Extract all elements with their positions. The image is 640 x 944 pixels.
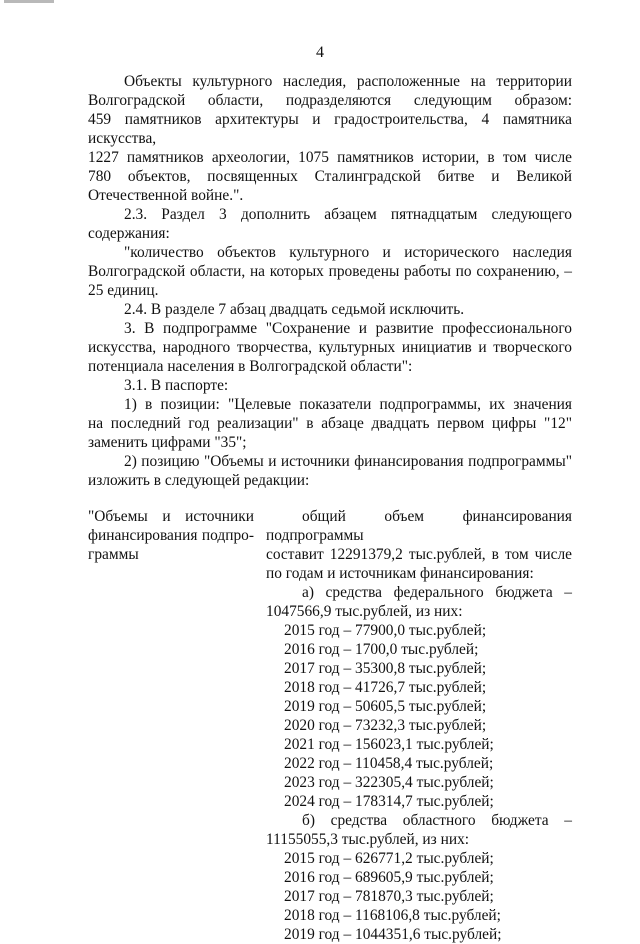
paragraph: 3.1. В паспорте:: [124, 377, 229, 394]
paragraph: 1) в позиции: "Целевые показатели подпрограммы, их значения: [124, 396, 572, 413]
paragraph: Волгоградской области, подразделяются следующим образом:: [88, 92, 572, 109]
year-line: 2023 год – 322305,4 тыс.рублей;: [284, 774, 494, 791]
paragraph: Отечественной войне.".: [88, 187, 244, 204]
paragraph: содержания:: [88, 225, 170, 242]
paragraph: 459 памятников архитектуры и градостроительства, 4 памятника искусства,: [88, 111, 572, 147]
paragraph: 1227 памятников археологии, 1075 памятников истории, в том числе: [88, 149, 572, 166]
table-text: общий объем финансирования подпрограммы: [266, 508, 572, 544]
paragraph: потенциала населения в Волгоградской области":: [88, 358, 413, 375]
year-line: 2018 год – 1168106,8 тыс.рублей;: [284, 907, 501, 924]
paragraph: заменить цифрами "35";: [88, 434, 247, 451]
table-right-column: [266, 507, 572, 944]
year-line: 2020 год – 73232,3 тыс.рублей;: [284, 717, 487, 734]
year-line: 2016 год – 689605,9 тыс.рублей;: [284, 869, 494, 886]
table-text: по годам и источникам финансирования:: [266, 565, 534, 582]
year-line: 2016 год – 1700,0 тыс.рублей;: [284, 641, 479, 658]
year-line: 2022 год – 110458,4 тыс.рублей;: [284, 755, 494, 772]
paragraph: 2) позицию "Объемы и источники финансирования подпрограммы": [124, 453, 572, 470]
document-body: [88, 72, 572, 944]
table-label: граммы: [88, 546, 139, 563]
year-line: 2019 год – 50605,5 тыс.рублей;: [284, 698, 487, 715]
table-label: "Объемы и источники: [88, 508, 254, 525]
year-line: 2017 год – 781870,3 тыс.рублей;: [284, 888, 494, 905]
table-text: 11155055,3 тыс.рублей, из них:: [266, 831, 470, 848]
paragraph: 25 единиц.: [88, 282, 159, 299]
spacer: [88, 490, 572, 507]
paragraph: на последний год реализации" в абзаце двадцать первом цифры "12": [88, 415, 572, 432]
year-line: 2018 год – 41726,7 тыс.рублей;: [284, 679, 487, 696]
year-line: 2019 год – 1044351,6 тыс.рублей;: [284, 926, 502, 943]
paragraph: Объекты культурного наследия, расположенные на территории: [124, 73, 572, 90]
page-number: 4: [316, 44, 324, 61]
table-text: б) средства областного бюджета –: [302, 812, 572, 829]
table-label: финансирования подпро-: [88, 527, 254, 544]
paragraph: 3. В подпрограмме "Сохранение и развитие профессионального: [124, 320, 572, 337]
paragraph: 2.4. В разделе 7 абзац двадцать седьмой исключить.: [124, 301, 465, 318]
passport-table: [88, 507, 572, 944]
year-line: 2021 год – 156023,1 тыс.рублей;: [284, 736, 494, 753]
paragraph: изложить в следующей редакции:: [88, 472, 310, 489]
year-line: 2015 год – 77900,0 тыс.рублей;: [284, 622, 487, 639]
table-left-column: [88, 507, 254, 944]
year-line: 2015 год – 626771,2 тыс.рублей;: [284, 850, 494, 867]
paragraph: искусства, народного творчества, культурных инициатив и творческого: [88, 339, 572, 356]
paragraph: Волгоградской области, на которых проведены работы по сохранению, –: [88, 263, 572, 280]
paragraph: 780 объектов, посвященных Сталинградской битве и Великой: [88, 168, 572, 185]
paragraph: "количество объектов культурного и исторического наследия: [124, 244, 572, 261]
corner-mark: [4, 0, 54, 3]
table-text: а) средства федерального бюджета –: [302, 584, 572, 601]
year-line: 2017 год – 35300,8 тыс.рублей;: [284, 660, 487, 677]
year-line: 2024 год – 178314,7 тыс.рублей;: [284, 793, 494, 810]
table-text: составит 12291379,2 тыс.рублей, в том числе: [266, 546, 572, 563]
paragraph: 2.3. Раздел 3 дополнить абзацем пятнадцатым следующего: [124, 206, 572, 223]
table-text: 1047566,9 тыс.рублей, из них:: [266, 603, 463, 620]
